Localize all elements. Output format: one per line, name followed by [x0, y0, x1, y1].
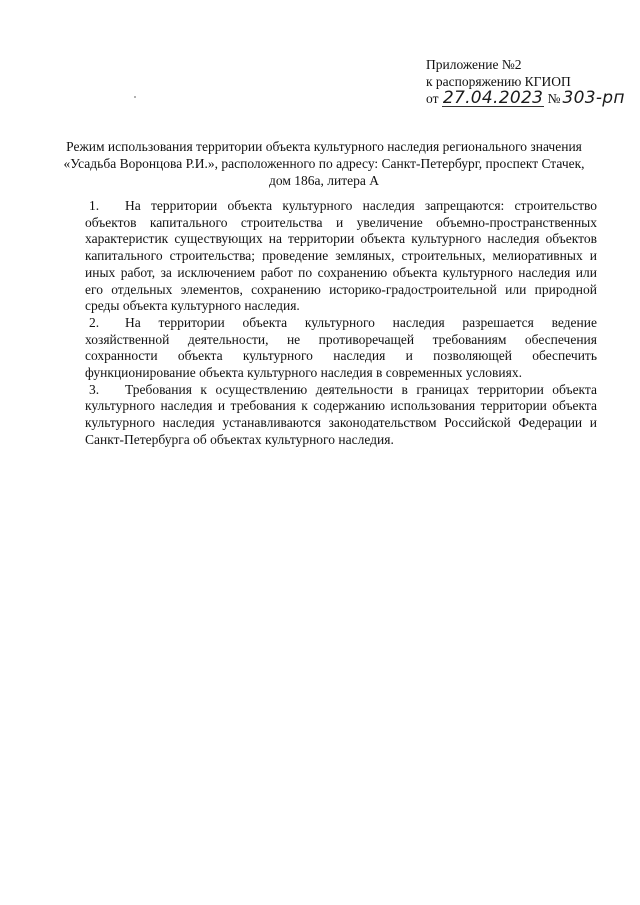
paragraph-number: 1.: [89, 198, 100, 213]
handwritten-date: 27.04.2023: [442, 88, 544, 108]
number-prefix: №: [547, 91, 561, 106]
title-line-3: дом 186а, литера А: [269, 173, 379, 188]
paragraph-number: 3.: [89, 381, 100, 397]
paragraph-text: Требования к осуществлению деятельности в границах территории объекта культурного наследия и требования к содержанию использования территории объекта культурного наследия устанавливаются законодательством Российской Федерации и Санкт-Петербурга об объектах культурного наследия.: [85, 381, 597, 447]
document-title: [60, 138, 588, 189]
title-line-2: «Усадьба Воронцова Р.И.», расположенного по адресу: Санкт-Петербург, проспект Стачек,: [63, 156, 585, 171]
appendix-header: [426, 56, 626, 107]
paragraph-number: 2.: [89, 314, 100, 330]
paragraph-1: [85, 198, 597, 315]
document-body: [85, 198, 597, 449]
appendix-date-number: [426, 90, 626, 107]
paragraph-2: [85, 315, 597, 382]
handwritten-number: 303-рп: [562, 88, 625, 108]
title-line-1: Режим использования территории объекта культурного наследия регионального значения: [66, 139, 582, 154]
paragraph-3: [85, 382, 597, 449]
scan-speck: [134, 96, 136, 98]
date-prefix: от: [426, 91, 439, 106]
paragraph-text: На территории объекта культурного наследия запрещаются: строительство объектов капитального строительства и увеличение объемно-пространственных характеристик существующих на территории объекта культурного наследия объектов капитального строительства; проведение земляных, строительных, мелиоративных и иных работ, за исключением работ по сохранению объекта культурного наследия или его отдельных элементов, сохранению историко-градостроительной или природной среды объекта культурного наследия.: [85, 198, 597, 314]
paragraph-text: На территории объекта культурного наследия разрешается ведение хозяйственной деятельности, не противоречащей требованиям обеспечения сохранности объекта культурного наследия и позволяющей обеспечить функционирование объекта культурного наследия в современных условиях.: [85, 314, 597, 381]
appendix-title: Приложение №2: [426, 57, 522, 72]
appendix-order-ref: к распоряжению КГИОП: [426, 74, 571, 89]
